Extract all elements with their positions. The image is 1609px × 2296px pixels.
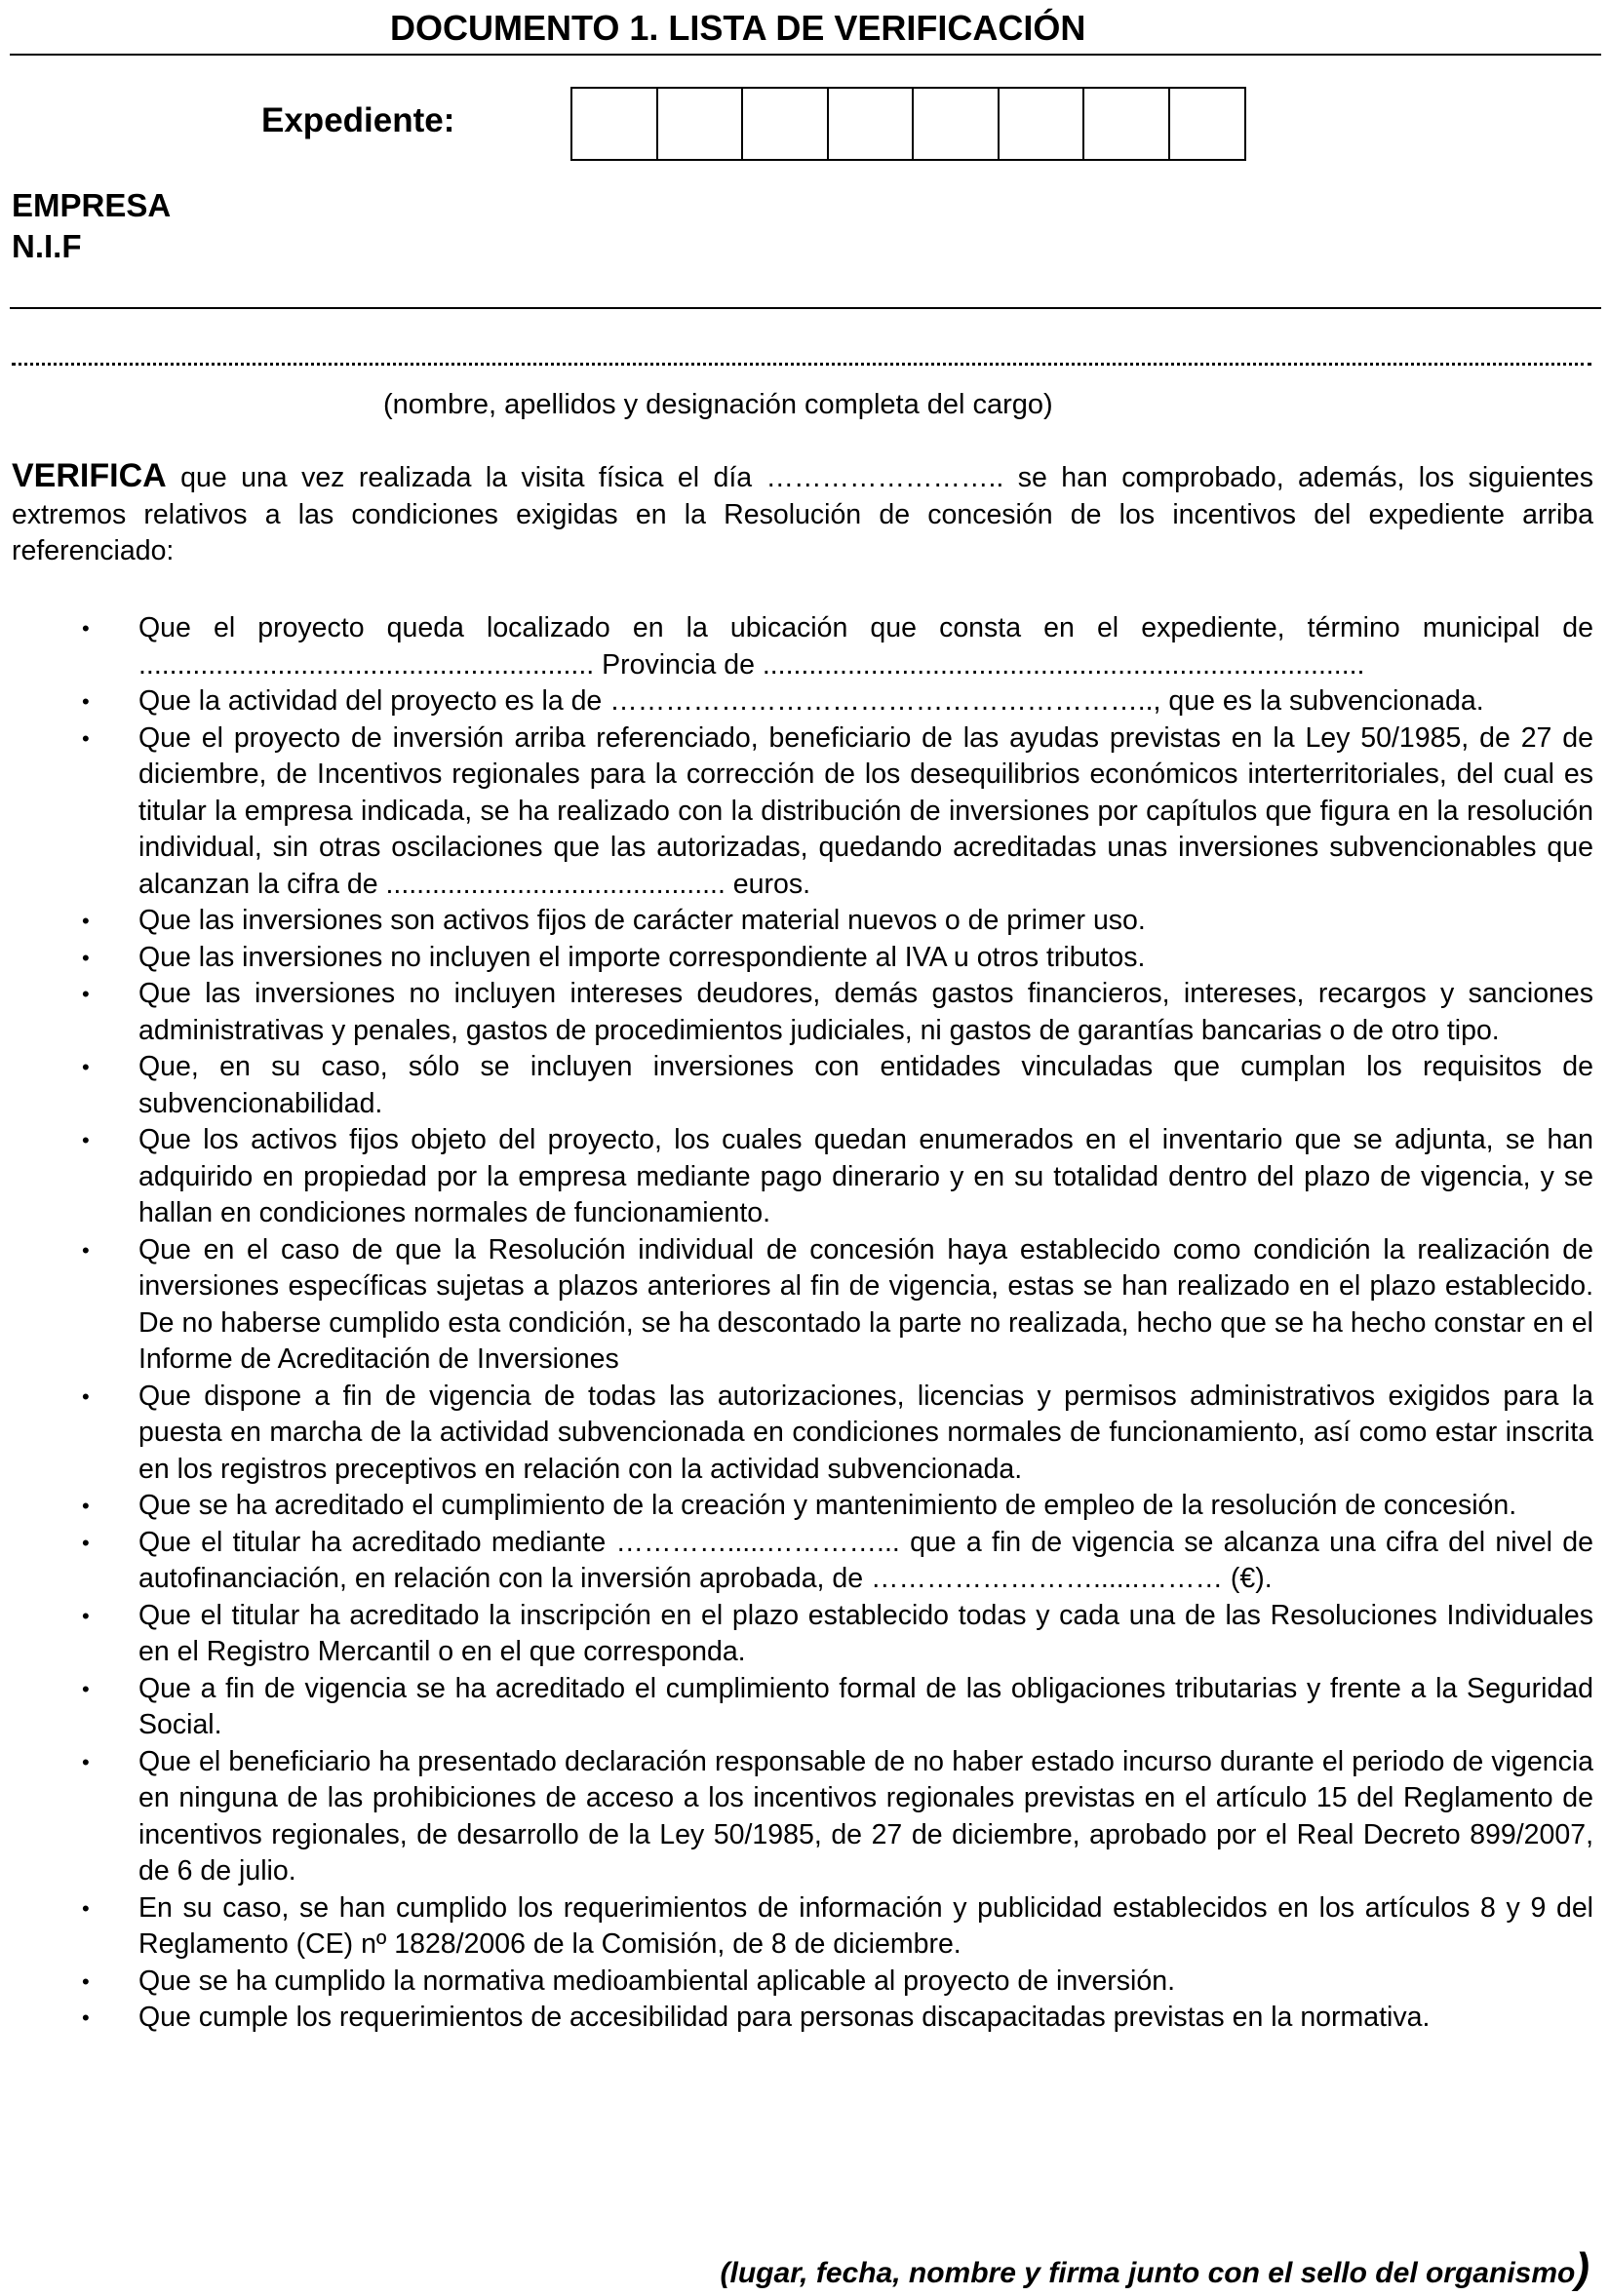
bullet-icon: •	[82, 1237, 90, 1263]
bullet-icon: •	[82, 982, 90, 1006]
bullet-icon: •	[82, 725, 90, 751]
list-item-text: Que los activos fijos objeto del proyecto, los cuales quedan enumerados en el inventario que se adjunta, se han adquirido en propiedad por la empresa mediante pago dinerario y en su totalidad dentro del plazo de vigencia, y se hallan en condiciones normales de funcionamiento.	[138, 1124, 1593, 1228]
list-item-text: En su caso, se han cumplido los requerimientos de información y publicidad establecidos en los artículos 8 y 9 del Reglamento (CE) nº 1828/2006 de la Comisión, de 8 de diciembre.	[138, 1891, 1593, 1960]
expediente-label: Expediente:	[261, 101, 455, 139]
bullet-icon: •	[82, 689, 90, 714]
list-item	[12, 1232, 1593, 1379]
nif-label: N.I.F	[12, 228, 82, 264]
list-item-text: Que dispone a fin de vigencia de todas las autorizaciones, licencias y permisos administrativos exigidos para la puesta en marcha de la actividad subvencionada en condiciones normales de funcionamiento, así como estar inscrita en los registros preceptivos en relación con la actividad subvencionada.	[138, 1380, 1593, 1485]
list-item-text: Que la actividad del proyecto es la de ………………………………………………….., que es la subvencionada.	[138, 685, 1484, 717]
empresa-block	[12, 185, 171, 267]
list-item-text: Que el proyecto de inversión arriba referenciado, beneficiario de las ayudas previstas en la Ley 50/1985, de 27 de diciembre, de Incentivos regionales para la corrección de los desequilibrios económicos interterritoriales, del cual es titular la empresa indicada, se ha realizado con la distribución de inversiones por capítulos que figura en la resolución individual, sin otras oscilaciones que las autorizadas, quedando acreditadas unas inversiones subvencionables que alcanzan la cifra de ............................................ euros.	[138, 721, 1593, 900]
bullet-icon: •	[82, 1603, 90, 1628]
list-item	[12, 1598, 1593, 1671]
name-dotted-line	[12, 353, 1591, 366]
expediente-digit-box	[1084, 89, 1170, 159]
list-item	[12, 1488, 1593, 1525]
signature-close: )	[1575, 2244, 1589, 2292]
bullet-icon: •	[82, 1530, 90, 1555]
bullet-icon: •	[82, 1895, 90, 1921]
expediente-boxes	[570, 87, 1246, 161]
bullet-icon: •	[82, 1055, 90, 1079]
signature-text: (lugar, fecha, nombre y firma junto con el sello del organismo	[720, 2257, 1576, 2289]
list-item-text: Que se ha acreditado el cumplimiento de la creación y mantenimiento de empleo de la resolución de concesión.	[138, 1490, 1517, 1521]
list-item-text: Que las inversiones no incluyen el importe correspondiente al IVA u otros tributos.	[138, 941, 1146, 973]
expediente-digit-box	[572, 89, 658, 159]
expediente-digit-box	[914, 89, 1000, 159]
list-item	[12, 610, 1593, 683]
bullet-icon: •	[82, 945, 90, 970]
list-item	[12, 720, 1593, 904]
bullet-icon: •	[82, 1128, 90, 1152]
top-divider	[10, 54, 1601, 56]
bullet-icon: •	[82, 1676, 90, 1701]
empresa-label: EMPRESA	[12, 187, 172, 223]
verifica-label: VERIFICA	[12, 457, 167, 494]
list-item-text: Que cumple los requerimientos de accesibilidad para personas discapacitadas previstas en la normativa.	[138, 2002, 1431, 2033]
bullet-icon: •	[82, 1383, 90, 1409]
signature-caption	[721, 2244, 1590, 2293]
expediente-digit-box	[743, 89, 829, 159]
expediente-digit-box	[829, 89, 915, 159]
list-item-text: Que el proyecto queda localizado en la ubicación que consta en el expediente, término municipal de ........................................................... Provincia de ..............................................................................	[138, 612, 1593, 681]
bullet-icon: •	[82, 2005, 90, 2030]
verifica-paragraph	[12, 458, 1593, 570]
list-item-text: Que el titular ha acreditado mediante ………….....…………... que a fin de vigencia se alcanza una cifra del nivel de autofinanciación, en relación con la inversión aprobada, de ……………………......……… (€).	[138, 1526, 1593, 1594]
list-item-text: Que el titular ha acreditado la inscripción en el plazo establecido todas y cada una de las Resoluciones Individuales en el Registro Mercantil o en el que corresponda.	[138, 1599, 1593, 1667]
bullet-icon: •	[82, 909, 90, 933]
list-item	[12, 976, 1593, 1049]
bullet-icon: •	[82, 1494, 90, 1518]
list-item	[12, 683, 1593, 720]
list-item	[12, 2000, 1593, 2037]
list-item	[12, 1671, 1593, 1744]
list-item	[12, 1379, 1593, 1489]
list-item-text: Que, en su caso, sólo se incluyen inversiones con entidades vinculadas que cumplan los requisitos de subvencionabilidad.	[138, 1051, 1593, 1119]
bullet-icon: •	[82, 616, 90, 641]
list-item-text: Que a fin de vigencia se ha acreditado el cumplimiento formal de las obligaciones tributarias y frente a la Seguridad Social.	[138, 1672, 1593, 1740]
expediente-digit-box	[1170, 89, 1244, 159]
name-caption: (nombre, apellidos y designación completa del cargo)	[383, 389, 1053, 420]
bullet-icon: •	[82, 1968, 90, 1994]
list-item	[12, 940, 1593, 977]
verification-list	[12, 610, 1593, 2037]
list-item-text: Que las inversiones no incluyen intereses deudores, demás gastos financieros, intereses, recargos y sanciones administrativas y penales, gastos de procedimientos judiciales, ni gastos de garantías bancarias o de otro tipo.	[138, 978, 1593, 1046]
list-item-text: Que se ha cumplido la normativa medioambiental aplicable al proyecto de inversión.	[138, 1965, 1176, 1997]
middle-divider	[10, 307, 1601, 309]
expediente-digit-box	[1000, 89, 1085, 159]
list-item-text: Que en el caso de que la Resolución individual de concesión haya establecido como condición la realización de inversiones específicas sujetas a plazos anteriores al fin de vigencia, estas se han realizado en el plazo establecido. De no haberse cumplido esta condición, se ha descontado la parte no realizada, hecho que se ha hecho constar en el Informe de Acreditación de Inversiones	[138, 1233, 1593, 1375]
list-item	[12, 1122, 1593, 1232]
list-item	[12, 1890, 1593, 1964]
list-item	[12, 1049, 1593, 1122]
bullet-icon: •	[82, 1749, 90, 1774]
list-item	[12, 1964, 1593, 2001]
list-item-text: Que las inversiones son activos fijos de carácter material nuevos o de primer uso.	[138, 905, 1146, 936]
verifica-text: que una vez realizada la visita física el día …………………….. se han comprobado, además, los siguientes extremos relativos a las condiciones exigidas en la Resolución de concesión de los incentivos del expediente arriba referenciado:	[12, 462, 1593, 566]
list-item	[12, 1525, 1593, 1598]
expediente-digit-box	[658, 89, 744, 159]
list-item	[12, 1744, 1593, 1890]
list-item	[12, 903, 1593, 940]
document-title: DOCUMENTO 1. LISTA DE VERIFICACIÓN	[390, 8, 1086, 48]
list-item-text: Que el beneficiario ha presentado declaración responsable de no haber estado incurso durante el periodo de vigencia en ninguna de las prohibiciones de acceso a los incentivos regionales previstas en el artículo 15 del Reglamento de incentivos regionales, de desarrollo de la Ley 50/1985, de 27 de diciembre, aprobado por el Real Decreto 899/2007, de 6 de julio.	[138, 1745, 1593, 1887]
